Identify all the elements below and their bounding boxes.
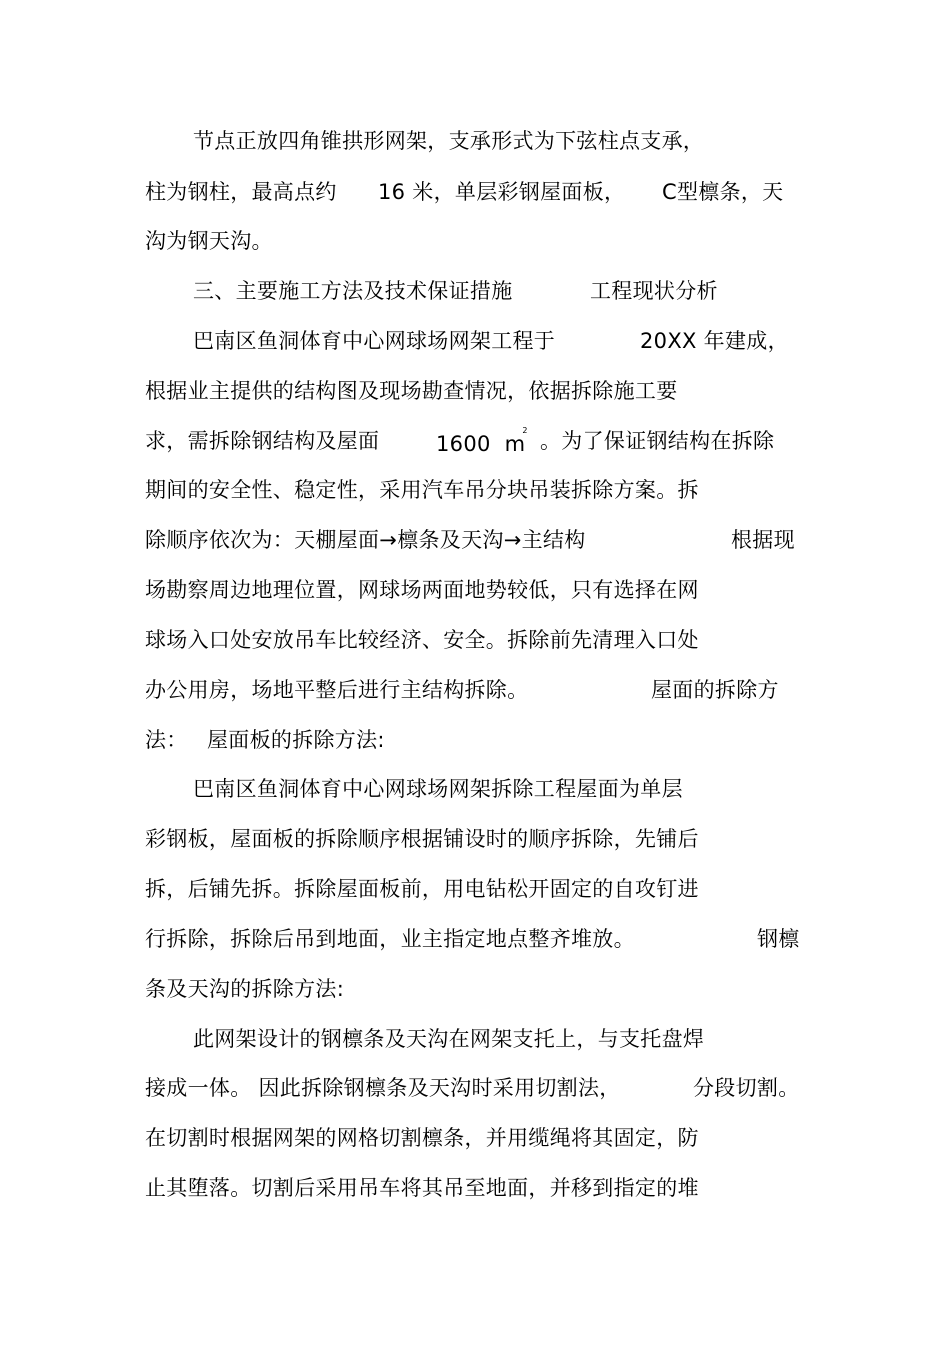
text-segment: 在切割时根据网架的网格切割檩条，并用缆绳将其固定，防 [145, 1126, 699, 1150]
text-segment: 节点正放四角锥拱形网架，支承形式为下弦柱点支承， [193, 129, 705, 153]
text-segment: 沟为钢天沟。 [145, 229, 273, 253]
text-line [193, 126, 705, 156]
text-segment [436, 426, 528, 459]
text-segment: 彩钢板，屋面板的拆除顺序根据铺设时的顺序拆除，先铺后 [145, 827, 699, 851]
text-segment: 20XX 年建成， [640, 329, 789, 353]
text-segment: 根据业主提供的结构图及现场勘查情况，依据拆除施工要 [145, 379, 678, 403]
text-segment: 求，需拆除钢结构及屋面 [145, 429, 380, 453]
text-segment: 行拆除，拆除后吊到地面，业主指定地点整齐堆放。 [145, 927, 635, 951]
text-line [145, 1123, 699, 1153]
text-line [145, 1073, 800, 1103]
text-line [145, 824, 699, 854]
text-segment: 屋面的拆除方 [651, 678, 779, 702]
text-line [145, 675, 779, 705]
text-line [145, 1173, 699, 1203]
text-segment: 。为了保证钢结构在拆除 [540, 429, 775, 453]
text-segment: C型檩条，天 [662, 180, 784, 204]
text-segment: 分段切割。 [693, 1076, 800, 1100]
text-line [145, 226, 273, 256]
text-segment: 球场入口处安放吊车比较经济、安全。拆除前先清理入口处 [145, 628, 699, 652]
text-segment: 办公用房，场地平整后进行主结构拆除。 [145, 678, 529, 702]
text-line [145, 725, 385, 755]
text-line [145, 874, 699, 904]
text-line [145, 974, 345, 1004]
text-segment: 屋面板的拆除方法: [207, 728, 385, 752]
text-segment: 期间的安全性、稳定性，采用汽车吊分块吊装拆除方案。拆 [145, 478, 699, 502]
text-line [145, 625, 699, 655]
text-segment: 场勘察周边地理位置，网球场两面地势较低，只有选择在网 [145, 578, 699, 602]
text-segment: 三、主要施工方法及技术保证措施 [193, 279, 513, 303]
text-line [145, 426, 775, 456]
text-line [145, 376, 678, 406]
text-line [145, 177, 784, 207]
text-line [145, 525, 795, 555]
text-line [145, 924, 800, 954]
text-segment: 此网架设计的钢檩条及天沟在网架支托上，与支托盘焊 [193, 1027, 705, 1051]
text-segment: 条及天沟的拆除方法: [145, 977, 345, 1001]
text-segment: 止其堕落。切割后采用吊车将其吊至地面，并移到指定的堆 [145, 1176, 699, 1200]
text-segment: 巴南区鱼洞体育中心网球场网架拆除工程屋面为单层 [193, 777, 683, 801]
text-segment: 16 米，单层彩钢屋面板， [378, 180, 626, 204]
text-segment: 除顺序依次为：天棚屋面→檩条及天沟→主结构 [145, 528, 586, 552]
superscript-two: 2 [522, 426, 528, 435]
section-heading [193, 276, 718, 306]
text-segment: 拆，后铺先拆。拆除屋面板前，用电钻松开固定的自攻钉进 [145, 877, 699, 901]
text-segment: 法： [145, 728, 188, 752]
area-value: 1600 m [436, 432, 526, 456]
text-line [193, 326, 789, 356]
text-segment: 根据现 [731, 528, 795, 552]
text-line [193, 774, 683, 804]
text-segment: 巴南区鱼洞体育中心网球场网架工程于 [193, 329, 556, 353]
text-segment: 钢檩 [757, 927, 800, 951]
text-line [193, 1024, 705, 1054]
text-line [145, 575, 699, 605]
text-segment: 柱为钢柱，最高点约 [145, 180, 337, 204]
text-segment: 接成一体。 因此拆除钢檩条及天沟时采用切割法， [145, 1076, 621, 1100]
text-segment: 工程现状分析 [590, 279, 718, 303]
text-line [145, 475, 699, 505]
